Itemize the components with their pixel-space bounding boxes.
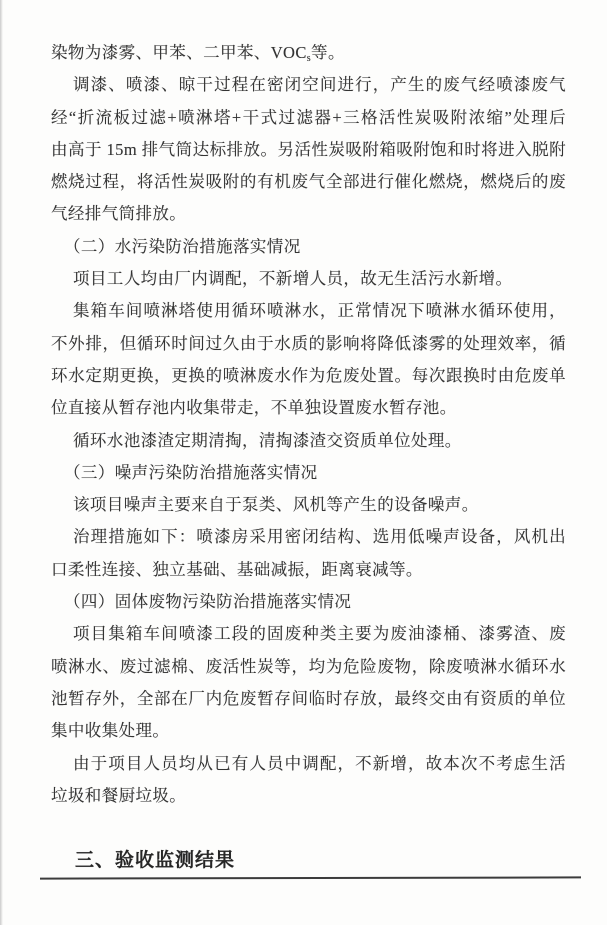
text-line: （三）噪声污染防治措施落实情况 xyxy=(64,462,318,482)
text-line: 燃烧过程，将活性炭吸附的有机废气全部进行催化燃烧，燃烧后的废 xyxy=(51,172,566,192)
line-text: 等。 xyxy=(311,43,345,62)
text-line: 调漆、喷漆、晾干过程在密闭空间进行，产生的废气经喷漆废气 xyxy=(73,75,566,95)
text-line: 经“折流板过滤+喷淋塔+干式过滤器+三格活性炭吸附浓缩”处理后 xyxy=(51,107,566,127)
text-line xyxy=(51,37,566,69)
text-line: 项目工人均由厂内调配，不新增人员，故无生活污水新增。 xyxy=(73,269,513,289)
text-line: 垃圾和餐厨垃圾。 xyxy=(51,785,187,805)
text-line: （四）固体废物污染防治措施落实情况 xyxy=(64,592,352,612)
text-line: 环水定期更换，更换的喷淋废水作为危废处置。每次跟换时由危废单 xyxy=(51,365,566,385)
section-heading: 三、验收监测结果 xyxy=(75,850,236,871)
text-line: （二）水污染防治措施落实情况 xyxy=(64,236,301,256)
scan-edge-shadow xyxy=(0,0,3,925)
text-line: 位直接从暂存池内收集带走，不单独设置废水暂存池。 xyxy=(51,398,457,418)
text-line: 集箱车间喷淋塔使用循环喷淋水，正常情况下喷淋水循环使用， xyxy=(73,301,566,321)
heading-underline xyxy=(40,876,581,879)
text-line: 由于项目人员均从已有人员中调配，不新增，故本次不考虑生活 xyxy=(73,753,566,773)
line-text: 染物为漆雾、甲苯、二甲苯、VOC xyxy=(51,43,307,62)
document-body xyxy=(51,37,566,812)
text-line: 由高于 15m 排气筒达标排放。另活性炭吸附箱吸附饱和时将进入脱附 xyxy=(51,139,566,159)
text-line: 喷淋水、废过滤棉、废活性炭等，均为危险废物，除废喷淋水循环水 xyxy=(51,656,566,676)
text-line: 池暂存外，全部在厂内危废暂存间临时存放，最终交由有资质的单位 xyxy=(51,688,566,708)
text-line: 该项目噪声主要来自于泵类、风机等产生的设备噪声。 xyxy=(73,495,479,515)
text-line: 治理措施如下：喷漆房采用密闭结构、选用低噪声设备，风机出 xyxy=(73,527,566,547)
subscript-text: s xyxy=(306,53,312,64)
text-line: 不外排，但循环时间过久由于水质的影响将降低漆雾的处理效率，循 xyxy=(51,333,566,353)
text-line: 循环水池漆渣定期清掏，清掏漆渣交资质单位处理。 xyxy=(73,430,462,450)
text-line: 气经排气筒排放。 xyxy=(51,204,187,224)
text-line: 口柔性连接、独立基础、基础减振，距离衰减等。 xyxy=(51,559,423,579)
text-line: 项目集箱车间喷漆工段的固废种类主要为废油漆桶、漆雾渣、废 xyxy=(73,624,566,644)
text-line: 集中收集处理。 xyxy=(51,721,170,741)
